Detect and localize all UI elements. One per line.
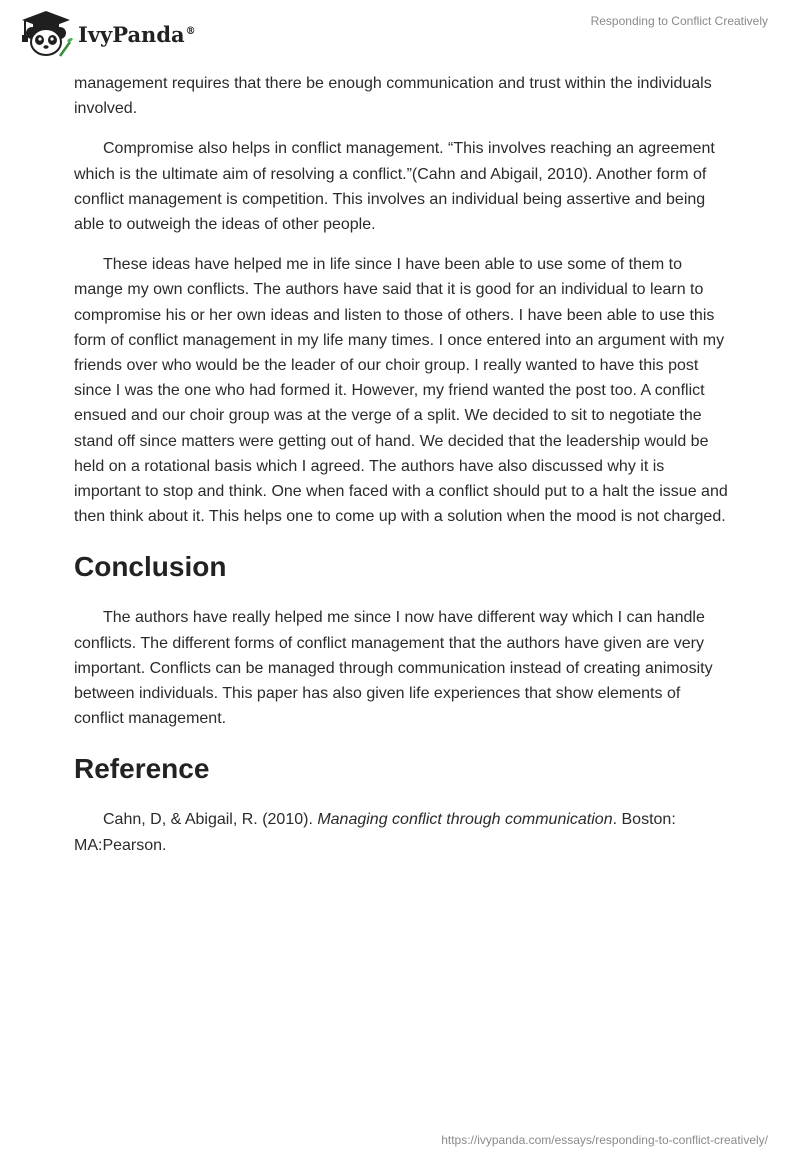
paragraph: Compromise also helps in conflict management. “This involves reaching an agreement which is the ultimate aim of resolving a conflict.”(Cahn and Abigail, 2010). Another form of conflict management is competition. This involves an individual being assertive and being able to outweigh the ideas of other people. [74, 140, 715, 234]
page-header [0, 0, 800, 70]
reference-publisher: . Boston: MA:Pearson. [74, 811, 676, 854]
reference-authors: Cahn, D, & Abigail, R. (2010). [103, 811, 318, 829]
reference-entry [74, 807, 730, 857]
paragraph: management requires that there be enough communication and trust within the individuals involved. [74, 75, 712, 118]
reference-title: Managing conflict through communication [317, 811, 613, 829]
registered-mark: ® [185, 25, 196, 37]
paragraph: These ideas have helped me in life since I have been able to use some of them to mange my own conflicts. The authors have said that it is good for an individual to learn to compromise his or her own ideas and listen to those of others. I have been able to use this form of conflict management in my life many times. I once entered into an argument with my friends over who would be the leader of our choir group. I really wanted to have this post since I was the one who had formed it. However, my friend wanted the post too. A conflict ensued and our choir group was at the verge of a split. We decided to sit to negotiate the stand off since matters were getting out of hand. We decided that the leadership would be held on a rotational basis which I agreed. The authors have also discussed why it is important to stop and think. One when faced with a conflict should put to a halt the issue and then think about it. This helps one to come up with a solution when the mood is not charged. [74, 256, 728, 526]
source-url[interactable]: https://ivypanda.com/essays/responding-to-conflict-creatively/ [441, 1133, 768, 1147]
reference-heading: Reference [74, 753, 210, 785]
brand-name: IvyPanda® [78, 21, 196, 47]
essay-body [74, 71, 730, 858]
conclusion-heading: Conclusion [74, 551, 227, 583]
document-title: Responding to Conflict Creatively [590, 14, 768, 28]
ivypanda-logo[interactable] [16, 8, 196, 58]
panda-graduate-icon [16, 8, 74, 58]
paragraph: The authors have really helped me since I now have different way which I can handle conflicts. The different forms of conflict management that the authors have given are very important. Conflicts can be managed through communication instead of creating animosity between individuals. This paper has also given life experiences that show elements of conflict management. [74, 609, 713, 728]
